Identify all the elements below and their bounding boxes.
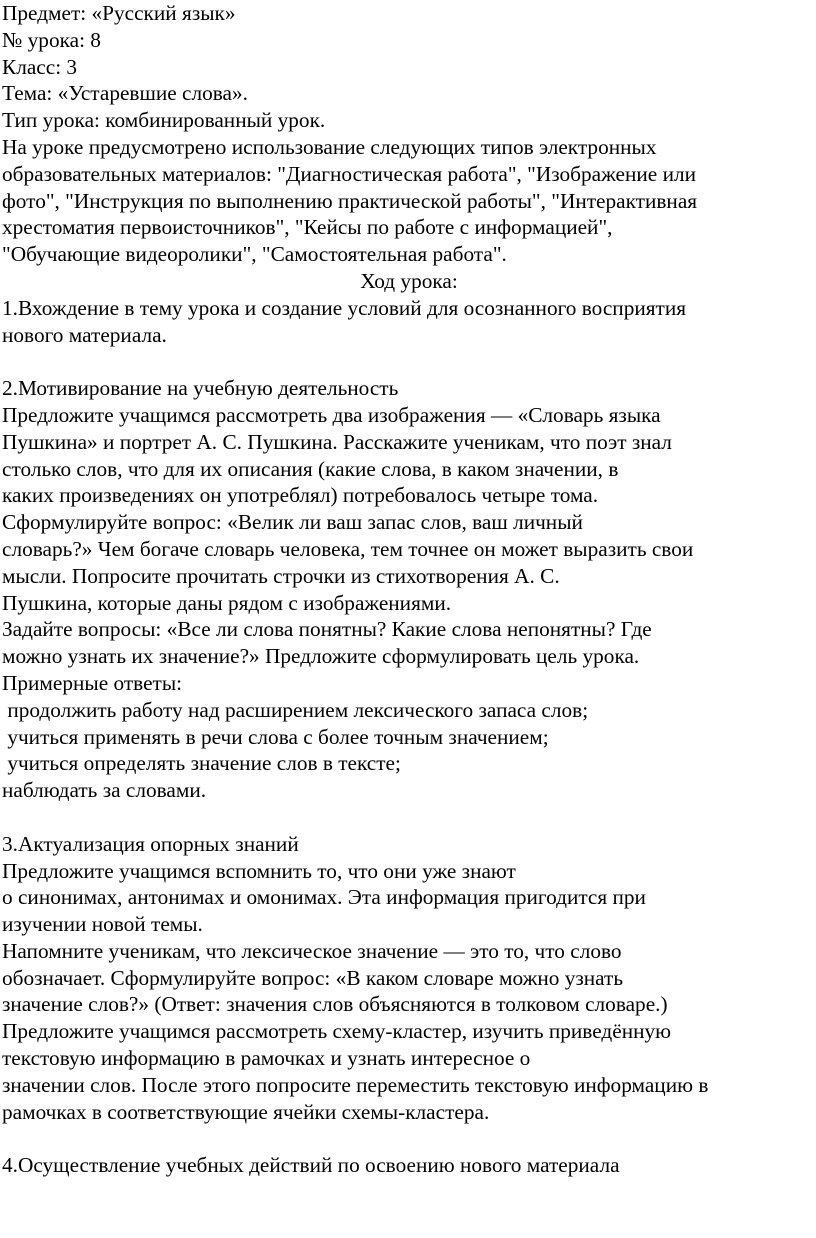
sample-answer-item: продолжить работу над расширением лексического запаса слов; — [2, 697, 589, 722]
section-1-heading: 1.Вхождение в тему урока и создание условий для осознанного восприятия — [2, 295, 687, 320]
materials-paragraph-line: "Обучающие видеоролики", "Самостоятельная работа". — [2, 242, 507, 267]
section-1-heading-continued: нового материала. — [2, 322, 167, 347]
materials-paragraph-line: образовательных материалов: "Диагностическая работа", "Изображение или — [2, 161, 696, 186]
section-3-heading: 3.Актуализация опорных знаний — [2, 831, 299, 856]
section-3-text-line: значение слов?» (Ответ: значения слов объясняются в толковом словаре.) — [2, 992, 668, 1017]
lesson-number-line: № урока: 8 — [2, 27, 101, 52]
section-2-text-line: мысли. Попросите прочитать строчки из стихотворения А. С. — [2, 563, 560, 588]
grade-line: Класс: 3 — [2, 54, 78, 79]
section-3-text-line: обозначает. Сформулируйте вопрос: «В каком словаре можно узнать — [2, 965, 624, 990]
section-3-text-line: рамочках в соответствующие ячейки схемы-кластера. — [2, 1099, 490, 1124]
sample-answer-item: учиться определять значение слов в тексте; — [2, 751, 401, 776]
section-3-text-line: текстовую информацию в рамочках и узнать интересное о — [2, 1046, 531, 1071]
blank-line — [2, 1125, 816, 1152]
section-2-text-line: Пушкина, которые даны рядом с изображениями. — [2, 590, 452, 615]
section-3-text-line: Предложите учащимся рассмотреть схему-кластер, изучить приведённую — [2, 1019, 672, 1044]
section-3-text-line: значении слов. После этого попросите переместить текстовую информацию в — [2, 1072, 709, 1097]
materials-paragraph-line: фото", "Инструкция по выполнению практической работы", "Интерактивная — [2, 188, 698, 213]
lesson-type-line: Тип урока: комбинированный урок. — [2, 108, 326, 133]
section-3-text-line: изучении новой темы. — [2, 912, 203, 937]
section-3-text-line: Предложите учащимся вспомнить то, что они уже знают — [2, 858, 516, 883]
materials-paragraph-line: хрестоматия первоисточников", "Кейсы по работе с информацией", — [2, 215, 613, 240]
sample-answer-item: учиться применять в речи слова с более точным значением; — [2, 724, 549, 749]
section-3-text-line: Напомните ученикам, что лексическое значение — это то, что слово — [2, 938, 622, 963]
section-2-text-line: Предложите учащимся рассмотреть два изображения — «Словарь языка — [2, 402, 661, 427]
section-3-text-line: о синонимах, антонимах и омонимах. Эта информация пригодится при — [2, 885, 646, 910]
section-2-text-line: Задайте вопросы: «Все ли слова понятны? Какие слова непонятны? Где — [2, 617, 652, 642]
section-2-heading: 2.Мотивирование на учебную деятельность — [2, 376, 399, 401]
blank-line — [2, 804, 816, 831]
lesson-progress-heading: Ход урока: — [360, 268, 458, 293]
materials-paragraph-line: На уроке предусмотрено использование следующих типов электронных — [2, 134, 657, 159]
section-2-text-line: Сформулируйте вопрос: «Велик ли ваш запас слов, ваш личный — [2, 510, 583, 535]
sample-answer-item: наблюдать за словами. — [2, 778, 207, 803]
section-2-text-line: столько слов, что для их описания (какие слова, в каком значении, в — [2, 456, 619, 481]
section-2-text-line: Пушкина» и портрет А. С. Пушкина. Расскажите ученикам, что поэт знал — [2, 429, 672, 454]
sample-answers-label: Примерные ответы: — [2, 670, 183, 695]
section-4-heading: 4.Осуществление учебных действий по освоению нового материала — [2, 1153, 620, 1178]
topic-line: Тема: «Устаревшие слова». — [2, 81, 248, 106]
blank-line — [2, 348, 816, 375]
section-2-text-line: каких произведениях он употреблял) потребовалось четыре тома. — [2, 483, 599, 508]
subject-line: Предмет: «Русский язык» — [2, 1, 236, 25]
section-2-text-line: словарь?» Чем богаче словарь человека, тем точнее он может выразить свои — [2, 536, 694, 561]
section-2-text-line: можно узнать их значение?» Предложите сформулировать цель урока. — [2, 644, 640, 669]
